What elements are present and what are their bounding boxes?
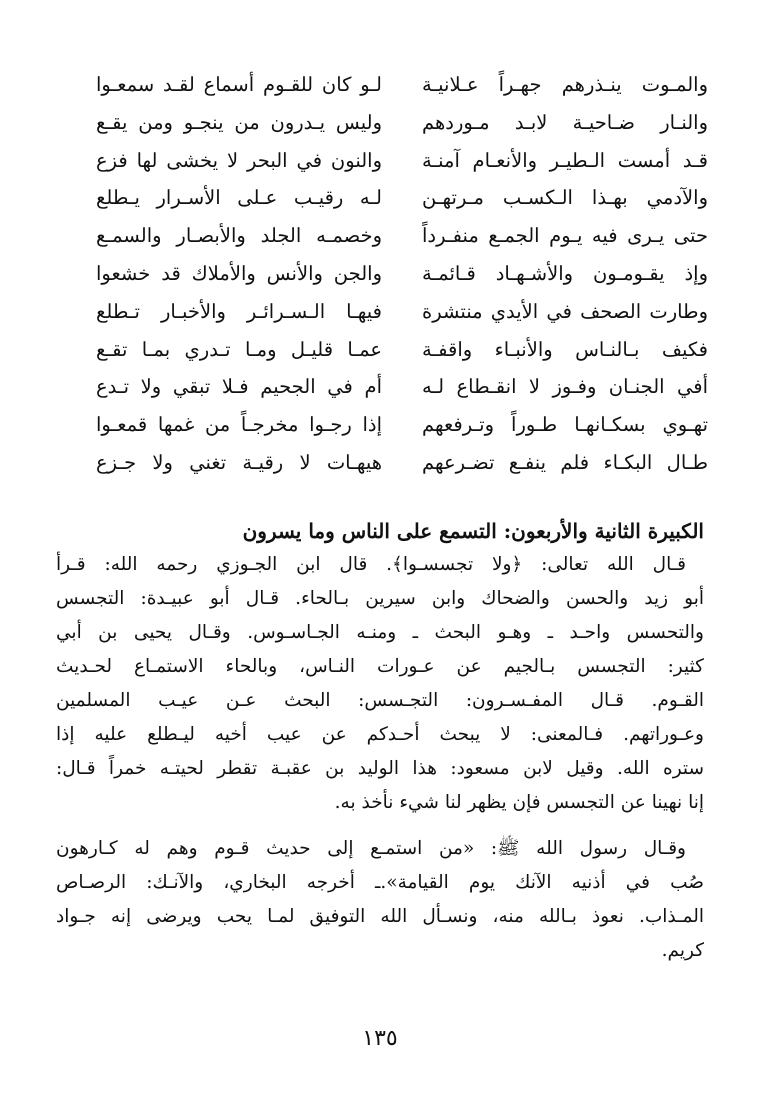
poem-second-hemistichs xyxy=(96,66,382,482)
chapter-section xyxy=(56,514,704,968)
paragraph-line: كثير: التجسس بـالجيم عن عـورات النـاس، وبالحاء الاستمـاع لحـديث xyxy=(56,656,704,677)
poem-verse: لـه رقيـب عـلى الأسـرار يـطلع xyxy=(96,186,382,210)
poem-verse: والمـوت ينـذرهم جهـراً عـلانيـة xyxy=(422,73,708,96)
paragraph-line: المـذاب. نعوذ بـالله منه، ونسـأل الله التوفيق لمـا يحب ويرضى إنه جـواد xyxy=(56,906,704,927)
paragraph-line: صُب في أذنيه الآنك يوم القيامة».ـ أخرجه البخاري، والآنـك: الرصـاص xyxy=(56,872,704,893)
poem-verse: عمـا قليـل ومـا تـدري بمـا تقـع xyxy=(96,337,382,361)
poem-verse: وطارت الصحف في الأيدي منتشرة xyxy=(422,299,708,323)
poem-verse: إذا رجـوا مخرجـاً من غمها قمعـوا xyxy=(96,413,382,437)
poem-verse: فيهـا الـسـرائـر والأخبـار تـطلع xyxy=(96,299,382,323)
paragraph-line: قـال الله تعالى: ﴿ولا تجسسـوا﴾. قال ابن الجـوزي رحمه الله: قـرأ xyxy=(56,554,686,575)
poem-verse: والآدمي بهـذا الـكسـب مـرتهـن xyxy=(422,186,708,210)
paragraph-line: إنا نهينا عن التجسس فإن يظهر لنا شيء نأخذ به. xyxy=(334,792,704,813)
paragraph-line: والتحسس واحـد ـ وهـو البحث ـ ومنـه الجـاسـوس. وقـال يحيى بن أبي xyxy=(56,622,704,643)
poem-verse: أفي الجنـان وفـوز لا انقـطاع لـه xyxy=(422,375,708,399)
page-number: ١٣٥ xyxy=(362,1026,398,1051)
poem-verse: طـال البكـاء فلم ينفـع تضـرعهم xyxy=(422,450,708,474)
paragraph-line: وقـال رسول الله ﷺ: «من استمـع إلى حديث قـوم وهم له كـارهون xyxy=(56,838,686,859)
paragraph-line: وعـوراتهم. فـالمعنى: لا يبحث أحـدكم عن عيب أخيه ليـطلع عليه إذا xyxy=(56,724,704,745)
paragraph-1 xyxy=(56,548,704,820)
poem-verse: تهـوي بسكـانهـا طـوراً وتـرفعهم xyxy=(422,413,708,437)
poem-block xyxy=(96,66,708,482)
poem-verse: قـد أمست الـطيـر والأنعـام آمنـة xyxy=(422,148,708,172)
poem-verse: وخصمـه الجلد والأبصـار والسمـع xyxy=(96,224,382,248)
paragraph-line: كريم. xyxy=(661,940,704,961)
poem-verse: والنون في البحر لا يخشى لها فزع xyxy=(96,148,382,172)
paragraph-line: أبو زيد والحسن والضحاك وابن سيرين بـالحاء. قـال أبو عبيـدة: التجسس xyxy=(56,588,704,609)
poem-verse: وليس يـدرون من ينجـو ومن يقـع xyxy=(96,110,382,134)
section-heading: الكبيرة الثانية والأربعون: التسمع على الناس وما يسرون xyxy=(242,519,704,543)
poem-verse: هيهـات لا رقيـة تغني ولا جـزع xyxy=(96,450,382,474)
paragraph-line: القـوم. قـال المفـسـرون: التجـسس: البحث عـن عيـب المسلمين xyxy=(56,690,704,711)
poem-verse: والنـار ضـاحيـة لابـد مـوردهم xyxy=(422,110,708,134)
poem-verse: والجن والأنس والأملاك قد خشعوا xyxy=(96,261,382,285)
poem-verse: فكيف بـالنـاس والأنبـاء واقفـة xyxy=(422,337,708,361)
poem-verse: أم في الجحيم فـلا تبقي ولا تـدع xyxy=(96,375,382,399)
poem-verse: حتى يـرى فيه يـوم الجمـع منفـرداً xyxy=(422,224,708,248)
paragraph-2 xyxy=(56,832,704,968)
poem-first-hemistichs xyxy=(422,66,708,482)
poem-verse: وإذ يقـومـون والأشـهـاد قـائمـة xyxy=(422,261,708,285)
poem-verse: لـو كان للقـوم أسماع لقـد سمعـوا xyxy=(96,73,382,96)
paragraph-line: ستره الله. وقيل لابن مسعود: هذا الوليد بن عقبـة تقطر لحيتـه خمراً قـال: xyxy=(56,758,704,779)
